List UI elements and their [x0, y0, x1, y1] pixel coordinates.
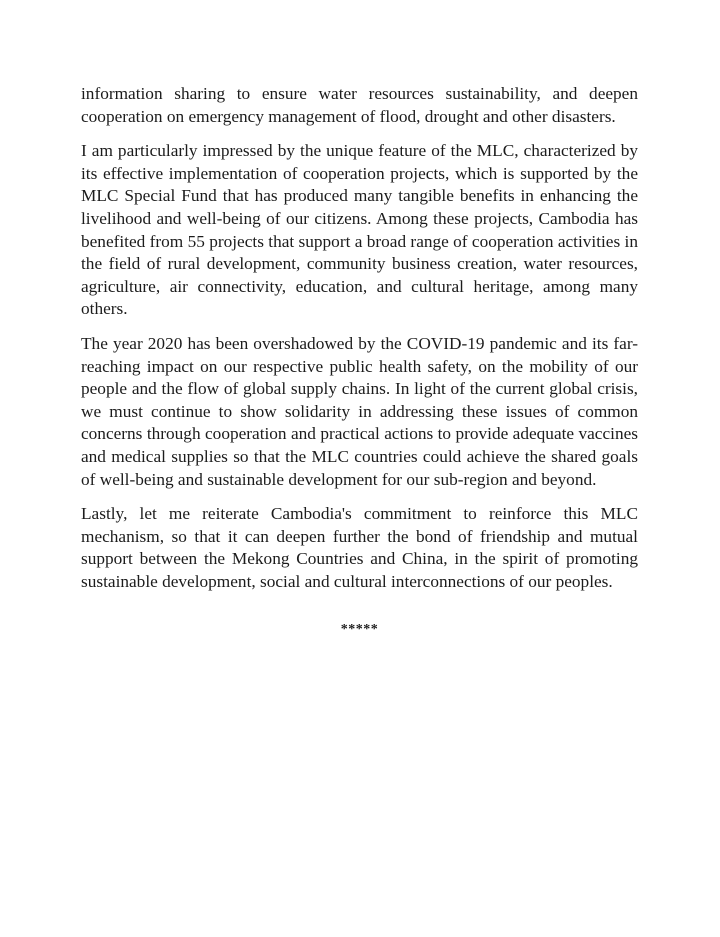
document-page [81, 83, 638, 642]
end-separator: ***** [340, 622, 379, 638]
paragraph-mlc-special-fund: I am particularly impressed by the unique feature of the MLC, characterized by its effective implementation of cooperation projects, which is supported by the MLC Special Fund that has produced many tangible benefits in enhancing the livelihood and well-being of our citizens. Among these projects, Cambodia has benefited from 55 projects that support a broad range of cooperation activities in the field of rural development, community business creation, water resources, agriculture, air connectivity, education, and cultural heritage, among many others. [81, 141, 638, 319]
paragraph-disaster-cooperation: information sharing to ensure water resources sustainability, and deepen cooperation on emergency management of flood, drought and other disasters. [81, 84, 638, 126]
paragraph-covid-19: The year 2020 has been overshadowed by the COVID-19 pandemic and its far-reaching impact on our respective public health safety, on the mobility of our people and the flow of global supply chains. In light of the current global crisis, we must continue to show solidarity in addressing these issues of common concerns through cooperation and practical actions to provide adequate vaccines and medical supplies so that the MLC countries could achieve the shared goals of well-being and sustainable development for our sub-region and beyond. [81, 333, 638, 489]
paragraph-closing-commitment: Lastly, let me reiterate Cambodia's commitment to reinforce this MLC mechanism, so that it can deepen further the bond of friendship and mutual support between the Mekong Countries and China, in the spirit of promoting sustainable development, social and cultural interconnections of our peoples. [81, 504, 638, 591]
